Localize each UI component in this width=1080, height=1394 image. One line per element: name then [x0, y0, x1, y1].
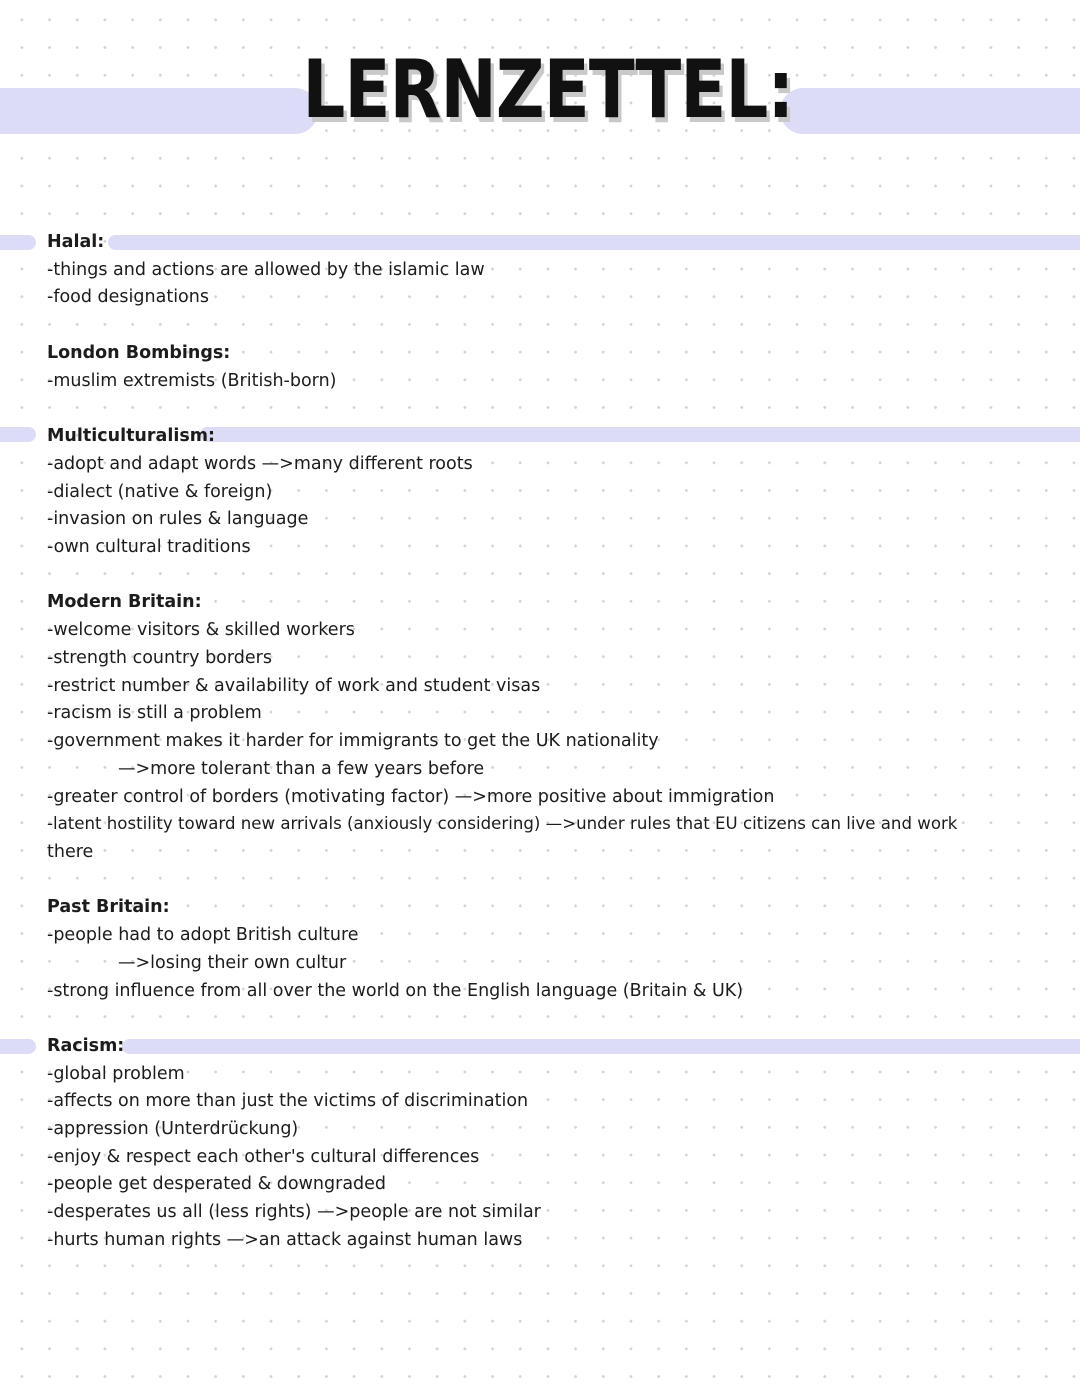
- racism-item: -global problem: [47, 1064, 185, 1084]
- modern-item-continuation: there: [47, 842, 94, 862]
- halal-item: -food designations: [47, 287, 209, 307]
- page-title: LERNZETTEL:: [302, 43, 794, 136]
- racism-item: -appression (Unterdrückung): [47, 1119, 299, 1139]
- halal-highlight-right: [108, 235, 1080, 250]
- multi-item: -invasion on rules & language: [47, 509, 309, 529]
- past-item: -strong influence from all over the world on the English language (Britain & UK): [47, 981, 744, 1001]
- multi-heading: Multiculturalism:: [47, 426, 215, 446]
- halal-item: -things and actions are allowed by the islamic law: [47, 260, 485, 280]
- racism-item: -affects on more than just the victims of discrimination: [47, 1091, 529, 1111]
- modern-item: -latent hostility toward new arrivals (anxiously considering) —>under rules that EU citizens can live and work: [47, 814, 958, 833]
- modern-item: -strength country borders: [47, 648, 272, 668]
- modern-heading: Modern Britain:: [47, 592, 202, 612]
- racism-item: -hurts human rights —>an attack against human laws: [47, 1230, 523, 1250]
- multi-item: -adopt and adapt words —>many different roots: [47, 454, 473, 474]
- multi-item: -dialect (native & foreign): [47, 482, 273, 502]
- modern-item: -restrict number & availability of work and student visas: [47, 676, 541, 696]
- racism-highlight-left: [0, 1039, 36, 1054]
- modern-subitem: —>more tolerant than a few years before: [118, 759, 485, 779]
- london-heading: London Bombings:: [47, 343, 231, 363]
- halal-heading: Halal:: [47, 232, 105, 252]
- multi-highlight-right: [200, 427, 1080, 442]
- past-subitem: —>losing their own cultur: [118, 953, 347, 973]
- past-item: -people had to adopt British culture: [47, 925, 359, 945]
- london-item: -muslim extremists (British-born): [47, 371, 337, 391]
- past-heading: Past Britain:: [47, 897, 170, 917]
- racism-item: -people get desperated & downgraded: [47, 1174, 387, 1194]
- halal-highlight-left: [0, 235, 36, 250]
- multi-item: -own cultural traditions: [47, 537, 251, 557]
- multi-highlight-left: [0, 427, 36, 442]
- racism-heading: Racism:: [47, 1036, 125, 1056]
- modern-item: -racism is still a problem: [47, 703, 262, 723]
- racism-item: -enjoy & respect each other's cultural differences: [47, 1147, 480, 1167]
- modern-item: -welcome visitors & skilled workers: [47, 620, 355, 640]
- modern-item: -government makes it harder for immigrants to get the UK nationality: [47, 731, 659, 751]
- racism-item: -desperates us all (less rights) —>people are not similar: [47, 1202, 541, 1222]
- modern-item: -greater control of borders (motivating factor) —>more positive about immigration: [47, 787, 775, 807]
- racism-highlight-right: [122, 1039, 1080, 1054]
